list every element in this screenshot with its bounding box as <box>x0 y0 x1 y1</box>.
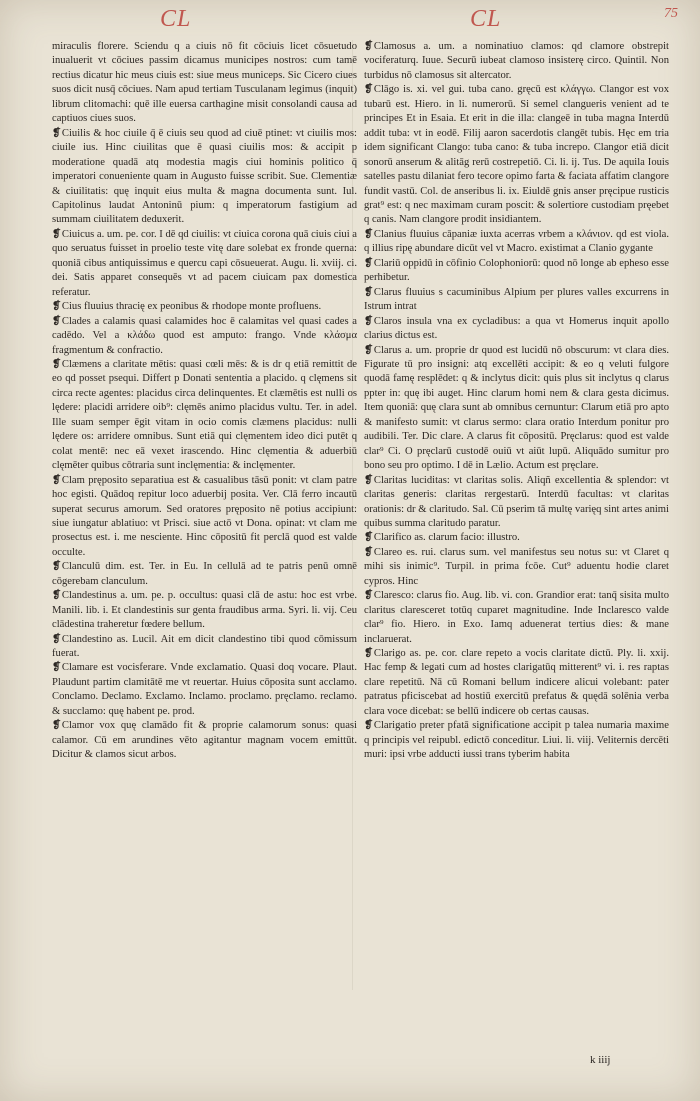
dictionary-entry <box>364 531 669 545</box>
pilcrow-icon: ❡ <box>364 720 373 732</box>
entry-text: Clarigo as. pe. cor. clare repeto a vocis claritate dictū. Ply. li. xxij. Hac femp & legati cum ad hostes clarigatūq mitterent⁹ vi. i. res raptas clare repetitū. Nā cū Romani bellum indicere alicui volebant: pater patratus pficiscebat ad hostiū exercitū prefatus & quędā solēnia verba clara voce dicebat: se bellū indicere ob certas causas. <box>364 648 669 717</box>
entry-text: Clarigatio preter pfatā significatione accipit p talea numaria maxime q principis vel reipubl. edictō conceditur. Liui. li. viij. Veliternis dercēti muri: ipsi vrbe adducti iussi trans tyberim habita <box>364 720 669 761</box>
entry-text: Clāgo is. xi. vel gui. tuba cano. gręcū est κλάγγω. Clangor est vox tubarū est. Hiero. in li. numerorū. Si semel clangueris venient ad te principes Et in Esaia. Et erit in die illa: clangeē in tuba magna Interdū addit tuba: vt in eodē. Filij aaron sacerdotis clangēt tubis. Hęc em tria idem significant Clango: tuba cano: & tuba increpo. Clangor etiā dicit sonorū anserum & alitāg rerū costrepetiō. Ci. li. ij. Tus. De aquila Iouis satelles pastu dilaniat fero tecore opimo farta & faciata affatim clangore fundit vastū. Col. de anseribus li. ix. Eiuldē gnis anser pręcipue rusticis grat⁹ est: q nec maximam curam poscit: & solertiore custodiam pręebet q canis. Nam clangore prodit insidiantem. <box>364 84 669 226</box>
entry-text: Clamor vox quę clamādo fit & proprie calamorum sonus: quasi calamor. Cū em arundines vēto agitantur magnam vocem emittūt. Dicitur & clamos sicut arbos. <box>52 720 357 761</box>
dictionary-entry <box>52 127 357 228</box>
pilcrow-icon: ❡ <box>364 474 373 486</box>
pilcrow-icon: ❡ <box>52 315 61 327</box>
entry-text: miraculis florere. Sciendu q a ciuis nō fit cōciuis licet cōsuetudo inualuerit vt cōciues passim dicamus municipes nostros: cum tamē rectius dicatur hic meus ciuis est: siue meus municeps. Sic Cicero ciues suos dicit nusq̄ cōciues. Nam apud tertiam Tusculanam legimus (inquit) librum clitomachi: quē ille euersa carthagine misit consolandi causa ad captiuos ciues suos. <box>52 41 357 125</box>
pilcrow-icon: ❡ <box>52 561 61 573</box>
pilcrow-icon: ❡ <box>52 301 61 313</box>
dictionary-entry <box>52 228 357 300</box>
dictionary-entry <box>364 257 669 286</box>
dictionary-entry <box>364 315 669 344</box>
entry-text: Clanculū dim. est. Ter. in Eu. In cellulā ad te patris penū omnē cōgerebam clanculum. <box>52 561 357 587</box>
dictionary-entry <box>52 315 357 358</box>
pilcrow-icon: ❡ <box>364 84 373 96</box>
pilcrow-icon: ❡ <box>52 590 61 602</box>
running-head-left: CL <box>160 6 192 32</box>
dictionary-entry <box>364 83 669 228</box>
dictionary-entry <box>364 589 669 647</box>
pilcrow-icon: ❡ <box>364 315 373 327</box>
entry-text: Clamare est vocisferare. Vnde exclamatio. Quasi doq vocare. Plaut. Plaudunt partim clamitātē me vt reuertar. Huius cōposita sunt acclamo. Conclamo. Declamo. Exclamo. Inclamo. proclamo. pręclamo. reclamo. & succlamo: quę habent pe. prod. <box>52 662 357 717</box>
dictionary-entry <box>364 546 669 589</box>
dictionary-entry <box>52 40 357 127</box>
entry-text: Clæmens a claritate mētis: quasi cœli mēs: & is dr q etiā remittit de eo qd posset psequi. Differt p Donati sententia a placido. q clęmens sit circa recte agentes: placidus circa delinquentes. Et clæmētis est nulli os lędere: placidi arridere oib⁹: clęmēs animo placidus vultu. Ter. in adel. Ille suam semper ēgit vitam in ocio comis clæmens placidus: nulli lędere os: arridere omnibus. Sunt etiā qui clęmentem ideo dici putēt q colat mentē: nec eā vexet irascendo. Hinc clęmentia & aduerbiū clęmēter quibus cōtraria sunt inclęmentia: & inclęmenter. <box>52 358 357 472</box>
pilcrow-icon: ❡ <box>364 257 373 269</box>
gutter <box>352 40 353 990</box>
pilcrow-icon: ❡ <box>364 41 373 52</box>
dictionary-entry <box>364 344 669 474</box>
dictionary-entry <box>364 40 669 83</box>
entry-text: Clarus fluuius s cacuminibus Alpium per plures valles excurrens in Istrum intrat <box>364 286 669 313</box>
dictionary-entry <box>52 719 357 762</box>
dictionary-entry <box>52 589 357 632</box>
pilcrow-icon: ❡ <box>52 662 61 674</box>
dictionary-entry <box>52 300 357 314</box>
entry-text: Claresco: clarus fio. Aug. lib. vi. con. Grandior erat: tanq̄ sisita multo claritus claresceret totūq cuparet magnitudine. Inde Inclaresco valde clar⁹ fio. Hiero. in Exo. Iamq aduenerat tertius dies: & mane inclaruerat. <box>364 590 669 645</box>
entry-text: Clam pręposito separatiua est & casualibus tāsū ponit: vt clam patre hoc egisti. Quādoq repitur loco aduerbij posita. Ver. Clā ferro incautū superat securus amorum. Sed oratores pręposito nē potius accipiunt: siue iungatur ablatiuo: vt Prisci. siue actō vt Dona. opinat: vt clam me prosectus est. i. me nesciente. Hinc cōpositū fit perclā quod est valde occulte. <box>52 474 357 558</box>
pilcrow-icon: ❡ <box>364 344 373 356</box>
entry-text: Ciuilis & hoc ciuile q̄ ē ciuis seu quod ad ciuē ptinet: vt ciuilis mos: ciuile ius. Hinc ciuilitas que ē quasi ciuilis mos: & accipit p moderatione quadā atq modestia magis ciui hominis politico q̄ imperatori conueniente quam in Augusto fuisse scribit. Sue. Clementiæ & ciuilitatis: quę inquit eius multa & magna documenta sunt. Iul. Capitolinus laudat Antoninū pium: q imperatorum fastigium ad summam ciuilitatem deduxerit. <box>52 127 357 226</box>
pilcrow-icon: ❡ <box>52 633 61 645</box>
dictionary-entry <box>52 661 357 719</box>
entry-text: Clandestinus a. um. pe. p. occultus: quasi clā de astu: hoc est vrbe. Manili. lib. i. Et clandestinis sur genta fraudibus arma. Syri. li. vij. Ceu clādestina traheretur fœdere bellum. <box>52 590 357 631</box>
entry-text: Claritas luciditas: vt claritas solis. Aliqñ excellentia & splendor: vt claritas generis: claritas rergestarū. Interdū facultas: vt claritas orationis: dr & claritudo. Sal. Cū pserim tā multę varięq sint artes animi quibus summa claritudo paratur. <box>364 474 669 529</box>
entry-text: Claros insula vna ex cycladibus: a qua vt Homerus inquit apollo clarius dictus est. <box>364 315 669 342</box>
pilcrow-icon: ❡ <box>52 358 61 370</box>
dictionary-entry <box>52 358 357 474</box>
dictionary-entry <box>52 633 357 662</box>
left-column <box>52 40 357 763</box>
dictionary-entry <box>364 647 669 719</box>
dictionary-entry <box>364 474 669 532</box>
signature-mark: k iiij <box>590 1054 611 1066</box>
pilcrow-icon: ❡ <box>52 228 61 240</box>
entry-text: Clarus a. um. proprie dr quod est lucidū nō obscurum: vt clara dies. Figurate tū pro insigni: atq excellēti accipit: & eo q veluti fulgore quodā famę resplēdet: q & inclytus dicit: quis plus sit inclytus q clarus ppter in: quę ibi auget. Hinc clarum homi nem & clara gesta dicimus. Item quoniā: quę clara sunt ab omnibus cernuntur: Clarum etiā pro apto & manifesto sumit: vt clarus sermo: clara oratio Interdum ponitur pro audibili. Ter. Dic clare. A clarus fit cōpositū. Pręclarus: quod est valde clar⁹ Ci. O pręclarū custodē ouiū vt aiūt lupū. Aliquādo sumitur pro bono seu pro optimo. I dē in Lælio. Actum est pręclare. <box>364 344 669 472</box>
dictionary-entry <box>364 228 669 257</box>
entry-text: Cius fluuius thracię ex peonibus & rhodope monte profluens. <box>61 301 322 313</box>
entry-text: Clades a calamis quasi calamides hoc ē calamitas vel quasi cades a cadēdo. Vel a κλάδω quod est amputo: frango. Vnde κλάσμα fragmentum & confractio. <box>52 315 357 356</box>
pilcrow-icon: ❡ <box>52 720 61 732</box>
dictionary-entry <box>52 474 357 561</box>
right-column <box>364 40 669 763</box>
pilcrow-icon: ❡ <box>364 546 373 558</box>
pilcrow-icon: ❡ <box>52 474 61 486</box>
pilcrow-icon: ❡ <box>52 127 61 139</box>
dictionary-entry <box>364 286 669 315</box>
entry-text: Clarifico as. clarum facio: illustro. <box>373 532 520 544</box>
dictionary-entry <box>52 560 357 589</box>
entry-text: Clanius fluuius cāpaniæ iuxta acerras vrbem a κλάνιον. qd est viola. q illius ripę abundare dicūt vel vt Macro. existimat a Clanio gygante <box>364 228 669 255</box>
pilcrow-icon: ❡ <box>364 590 373 602</box>
pilcrow-icon: ❡ <box>364 286 373 298</box>
running-head-right: CL <box>470 6 502 32</box>
pilcrow-icon: ❡ <box>364 228 373 240</box>
entry-text: Clandestino as. Lucil. Ait em dicit clandestino tibi quod cōmissum fuerat. <box>52 633 357 660</box>
entry-text: Clamosus a. um. a nominatiuo clamos: qd clamore obstrepit vociferaturq. Iuue. Securū iubeat clamoso insisterę circo. Quintil. Non turbidus nō clamosus sit altercator. <box>364 41 669 81</box>
entry-text: Ciuicus a. um. pe. cor. I dē qd ciuilis: vt ciuica corona quā ciuis ciui a quo seruatus fuisset in proelio teste vitę dare solebat ex fronde querna: quoniā cibus antiquissimus e quercu capi cōsueuerat. Augu. li. xviij. ci. dei. Satis apparet consequēs vt ad pacem ciuicam pax domestica referatur. <box>52 228 357 298</box>
folio-number: 75 <box>664 6 678 21</box>
pilcrow-icon: ❡ <box>364 532 373 544</box>
entry-text: Clareo es. rui. clarus sum. vel manifestus seu notus su: vt Claret q mihi sis inimic⁹. Turpil. in prima fcōe. Cut⁹ aduentu hodie claret cypros. Hinc <box>364 546 669 587</box>
entry-text: Clariū oppidū in cōfinio Colophoniorū: quod nō longe ab epheso esse perhibetur. <box>364 257 669 284</box>
pilcrow-icon: ❡ <box>364 648 373 660</box>
dictionary-entry <box>364 719 669 762</box>
